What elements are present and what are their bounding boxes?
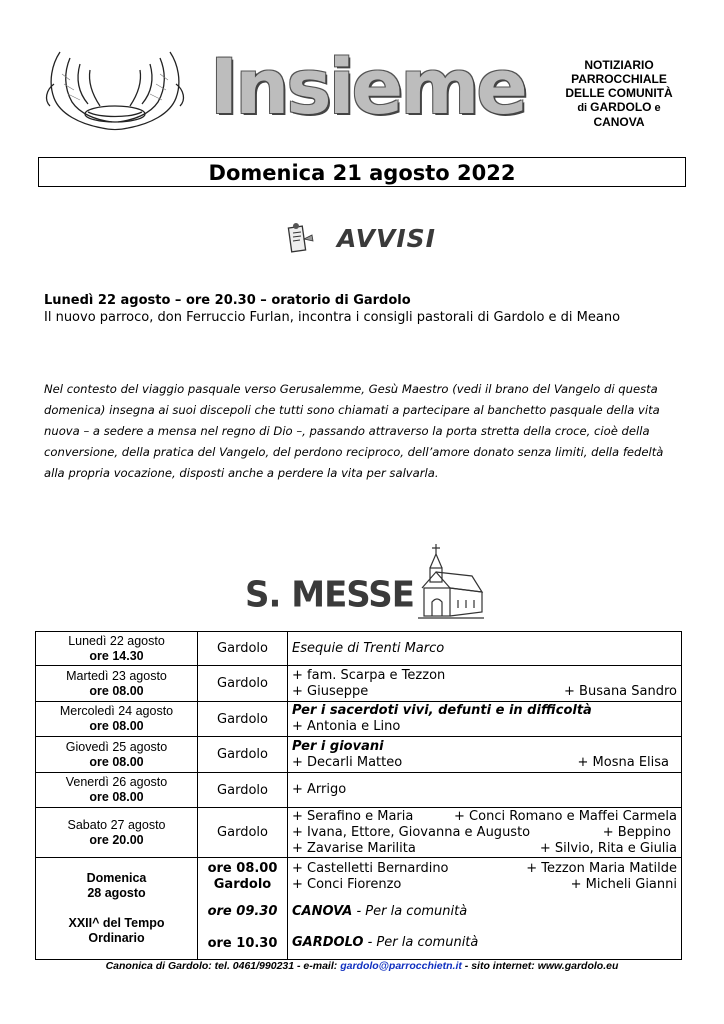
place-cell: Gardolo xyxy=(198,632,288,666)
table-row xyxy=(36,666,682,702)
messe-title: S. MESSE xyxy=(245,574,414,616)
intention-cell xyxy=(288,896,682,928)
intention-cell xyxy=(288,773,682,808)
intention-line: + fam. Scarpa e Tezzon xyxy=(292,667,446,683)
sunday-date: 28 agosto xyxy=(87,886,146,900)
day-cell xyxy=(36,702,198,737)
praying-hands-logo xyxy=(40,44,190,140)
day-cell xyxy=(36,737,198,773)
notice-text: Il nuovo parroco, don Ferruccio Furlan, incontra i consigli pastorali di Gardolo e di Meano xyxy=(44,310,621,325)
intention-name: + Conci Fiorenzo xyxy=(292,876,402,892)
date-title: Domenica 21 agosto 2022 xyxy=(208,161,516,185)
intention-line: + Antonia e Lino xyxy=(292,719,401,734)
pub-line: DELLE COMUNITÀ xyxy=(565,86,673,100)
table-row xyxy=(36,702,682,737)
place-label: CANOVA xyxy=(292,903,353,919)
intention-name: + Beppino xyxy=(602,824,671,840)
intention-line xyxy=(292,755,677,771)
day-cell xyxy=(36,666,198,702)
publication-info xyxy=(550,58,688,129)
intention-cell xyxy=(288,702,682,737)
time-label: ore 08.00 xyxy=(89,719,144,733)
intention-cell xyxy=(288,737,682,773)
time-label: ore 08.00 xyxy=(89,754,144,769)
intention-name: + Mosna Elisa xyxy=(577,754,669,770)
pub-word: GARDOLO xyxy=(590,100,652,114)
footer-contacts xyxy=(0,960,724,972)
pub-word: e xyxy=(651,102,661,114)
intention-name: + Silvio, Rita e Giulia xyxy=(539,840,677,856)
pub-line: CANOVA xyxy=(593,115,645,129)
time-label: ore 14.30 xyxy=(89,648,144,663)
sunday-day: Domenica xyxy=(86,871,147,885)
intention-name: + Conci Romano e Maffei Carmela xyxy=(454,808,677,824)
email-link[interactable]: gardolo@parrocchietn.it xyxy=(340,960,462,972)
sunday-liturgy: Ordinario xyxy=(88,931,145,945)
date-banner xyxy=(38,157,686,187)
time-place-cell xyxy=(198,858,288,896)
time-cell xyxy=(198,928,288,960)
place-cell: Gardolo xyxy=(198,773,288,808)
time-label: ore 08.00 xyxy=(89,683,144,698)
notice-board-icon xyxy=(286,221,316,255)
intention-line xyxy=(292,809,677,825)
time-label: ore 08.00 xyxy=(89,790,144,804)
time-cell xyxy=(198,896,288,928)
table-row xyxy=(36,773,682,808)
reflection-paragraph: Nel contesto del viaggio pasquale verso Gerusalemme, Gesù Maestro (vedi il brano del Vangelo di questa domenica) insegna ai suoi discepoli che tutti sono chiamati a partecipare al banchetto pasquale della vita nuova – a sedere a mensa nel regno di Dio –, passando attraverso la porta stretta della croce, cioè della conversione, della pratica del Vangelo, del perdono reciproco, dell’amore donato senza limiti, della fedeltà alla propria vocazione, disposti anche a perdere la vita per salvarla. xyxy=(44,382,664,480)
table-row xyxy=(36,858,682,896)
intention-cell xyxy=(288,928,682,960)
footer-text: - sito internet: www.gardolo.eu xyxy=(461,960,619,972)
intention-text: - Per la comunità xyxy=(352,903,468,919)
mass-schedule-table xyxy=(35,631,682,960)
day-label: Sabato 27 agosto xyxy=(67,817,166,832)
intention-name: + Castelletti Bernardino xyxy=(292,860,449,876)
pub-word: di xyxy=(577,102,591,114)
day-label: Lunedì 22 agosto xyxy=(68,633,165,648)
sunday-day-cell xyxy=(36,858,198,960)
footer-text: Canonica di Gardolo: tel. 0461/990231 - e-mail: xyxy=(105,960,341,972)
intention-cell xyxy=(288,808,682,858)
time-label: ore 20.00 xyxy=(89,832,144,847)
intention-line xyxy=(292,825,677,841)
intention-line: Per i sacerdoti vivi, defunti e in difficoltà xyxy=(292,703,592,718)
intention-name: + Tezzon Maria Matilde xyxy=(526,860,677,876)
intention-line xyxy=(292,877,677,893)
place-label: Gardolo xyxy=(213,876,272,892)
masthead-title: Insieme xyxy=(210,42,525,131)
intention-text: - Per la comunità xyxy=(363,935,479,951)
intention-cell xyxy=(288,858,682,896)
intention-line xyxy=(292,861,677,877)
intention-line: + Arrigo xyxy=(292,782,347,797)
table-row xyxy=(36,808,682,858)
table-row xyxy=(36,737,682,773)
church-icon xyxy=(416,540,486,622)
avvisi-title: AVVISI xyxy=(337,224,436,253)
intention-name: + Ivana, Ettore, Giovanna e Augusto xyxy=(292,824,531,840)
day-label: Giovedì 25 agosto xyxy=(65,739,168,754)
intention-name: + Decarli Matteo xyxy=(292,754,403,770)
pub-line: NOTIZIARIO xyxy=(584,58,654,72)
intention-cell xyxy=(288,632,682,666)
sunday-liturgy: XXII^ del Tempo xyxy=(68,916,165,930)
intention-cell xyxy=(288,666,682,702)
place-cell: Gardolo xyxy=(198,666,288,702)
day-cell xyxy=(36,808,198,858)
intention-line: Esequie di Trenti Marco xyxy=(292,640,445,656)
sunday-label xyxy=(40,871,193,946)
day-cell xyxy=(36,632,198,666)
day-label: Venerdì 26 agosto xyxy=(65,775,168,789)
notice-heading: Lunedì 22 agosto – ore 20.30 – oratorio di Gardolo xyxy=(44,293,411,308)
intention-name: + Zavarise Marilita xyxy=(292,840,416,856)
intention-name: + Busana Sandro xyxy=(564,683,677,699)
intention-line xyxy=(292,684,677,700)
place-label: GARDOLO xyxy=(292,935,364,951)
notice xyxy=(44,292,684,326)
table-row xyxy=(36,632,682,666)
place-cell: Gardolo xyxy=(198,702,288,737)
intention-name: + Micheli Gianni xyxy=(570,876,677,892)
intention-line: Per i giovani xyxy=(292,738,384,754)
day-cell xyxy=(36,773,198,808)
intention-name: + Giuseppe xyxy=(292,683,369,699)
time-label: ore 09.30 xyxy=(207,904,278,919)
intention-line xyxy=(292,841,677,857)
time-label: ore 10.30 xyxy=(207,935,278,951)
place-cell: Gardolo xyxy=(198,737,288,773)
intention-name: + Serafino e Maria xyxy=(292,808,414,824)
place-cell: Gardolo xyxy=(198,808,288,858)
day-label: Martedì 23 agosto xyxy=(66,668,167,683)
day-label: Mercoledì 24 agosto xyxy=(59,704,174,718)
pub-line xyxy=(550,100,688,115)
time-label: ore 08.00 xyxy=(207,860,278,876)
pub-line: PARROCCHIALE xyxy=(571,72,667,86)
